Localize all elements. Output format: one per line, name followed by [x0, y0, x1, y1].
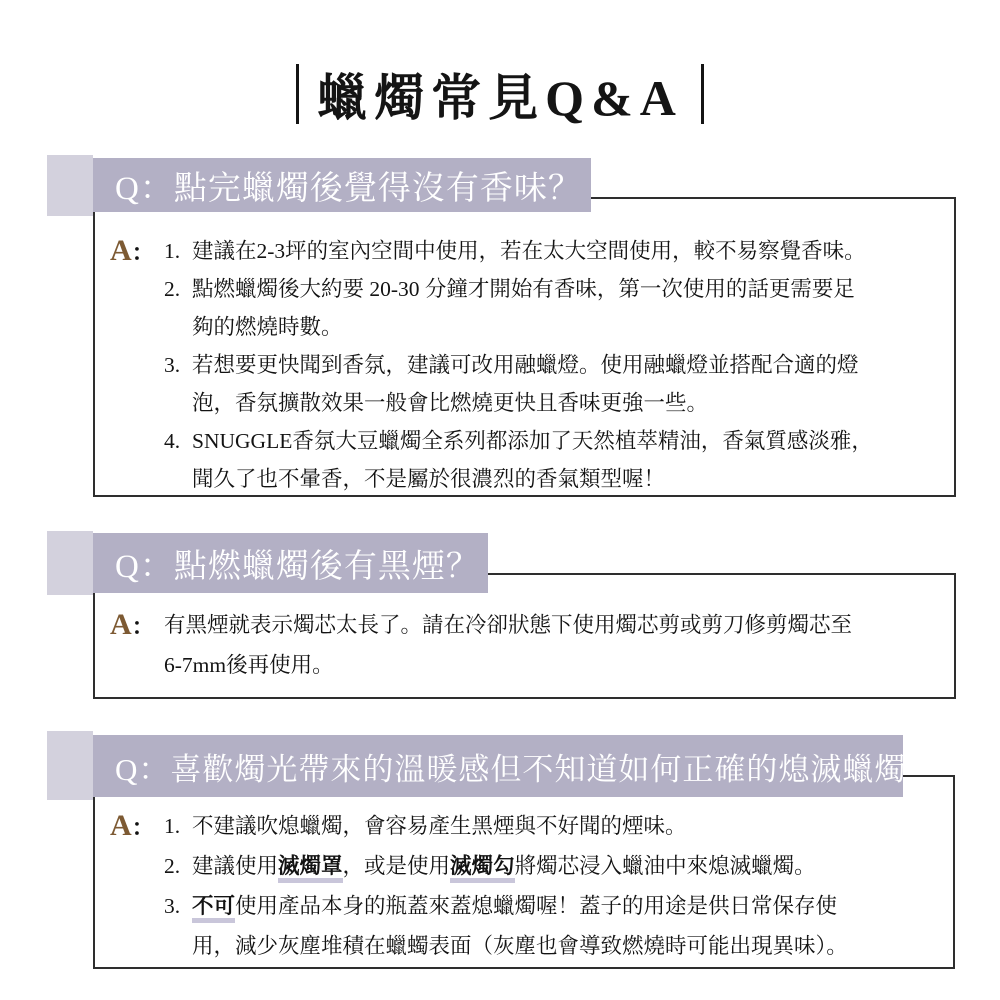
answer-line — [164, 422, 873, 460]
item-number: 2. — [164, 277, 181, 301]
answer-line — [164, 346, 873, 384]
section2-question-bar — [93, 533, 488, 593]
title-right-bar-decoration — [701, 64, 704, 124]
answer-a-letter: A — [110, 608, 132, 641]
answer-line: 有黑煙就表示燭芯太長了。請在冷卻狀態下使用燭芯剪或剪刀修剪燭芯至 — [164, 613, 853, 637]
title-left-bar-decoration — [296, 64, 299, 124]
answer-line — [164, 886, 848, 926]
section3-answer-content — [164, 806, 848, 966]
highlighted-term: 不可 — [192, 894, 235, 923]
section3-question-bar — [93, 735, 939, 797]
page-title-row — [0, 58, 1000, 130]
answer-text: 點燃蠟燭後大約要 20-30 分鐘才開始有香味，第一次使用的話更需要足 — [192, 277, 855, 301]
section3-question-text: Q：喜歡燭光帶來的溫暖感但不知道如何正確的熄滅蠟燭？ — [115, 751, 939, 787]
section3-accent-block — [47, 731, 93, 800]
highlighted-term: 滅燭勾 — [450, 854, 515, 883]
answer-text: SNUGGLE香氛大豆蠟燭全系列都添加了天然植萃精油，香氣質感淡雅， — [192, 429, 873, 453]
section3-answer — [110, 806, 939, 966]
highlighted-term: 滅燭罩 — [278, 854, 343, 883]
section1-question-bar — [93, 158, 591, 212]
section2-answer — [110, 605, 940, 685]
answer-text: 將燭芯浸入蠟油中來熄滅蠟燭。 — [514, 854, 816, 878]
answer-colon: ： — [131, 614, 155, 639]
section2-answer-content — [164, 605, 852, 685]
answer-marker — [110, 605, 164, 650]
answer-line — [164, 846, 848, 886]
answer-line — [164, 806, 848, 846]
answer-text: 若想要更快聞到香氛，建議可改用融蠟燈。使用融蠟燈並搭配合適的燈 — [192, 353, 859, 377]
answer-line — [164, 232, 873, 270]
section1-answer-box — [93, 197, 956, 497]
item-number: 3. — [164, 353, 181, 377]
section1-question-text: Q：點完蠟燭後覺得沒有香味？ — [115, 170, 582, 207]
answer-line: 6-7mm後再使用。 — [164, 653, 334, 677]
answer-line: 泡，香氛擴散效果一般會比燃燒更快且香味更強一些。 — [192, 391, 709, 415]
item-number: 4. — [164, 429, 181, 453]
section1-accent-block — [47, 155, 93, 216]
answer-a-letter: A — [110, 234, 132, 267]
item-number: 3. — [164, 894, 181, 918]
item-number: 1. — [164, 239, 181, 263]
answer-a-letter: A — [110, 809, 132, 842]
answer-text: 使用產品本身的瓶蓋來蓋熄蠟燭喔！蓋子的用途是供日常保存使 — [235, 894, 838, 918]
section2-accent-block — [47, 531, 93, 595]
answer-line: 夠的燃燒時數。 — [192, 315, 343, 339]
item-number: 1. — [164, 814, 181, 838]
answer-marker — [110, 806, 164, 851]
answer-line — [164, 270, 873, 308]
answer-line: 聞久了也不暈香，不是屬於很濃烈的香氣類型喔！ — [192, 467, 666, 491]
answer-text: 建議使用 — [192, 854, 279, 878]
answer-colon: ： — [131, 240, 155, 265]
section2-question-text: Q：點燃蠟燭後有黑煙？ — [115, 548, 480, 585]
answer-text: ，或是使用 — [342, 854, 451, 878]
page-title: 蠟燭常見Q&A — [317, 70, 683, 126]
answer-marker — [110, 232, 164, 275]
item-number: 2. — [164, 854, 181, 878]
section3-answer-box — [93, 775, 955, 969]
answer-text: 不建議吹熄蠟燭，會容易產生黑煙與不好聞的煙味。 — [192, 814, 687, 838]
section1-answer — [110, 232, 940, 497]
answer-text: 建議在2-3坪的室內空間中使用，若在太大空間使用，較不易察覺香味。 — [192, 239, 866, 263]
section1-answer-content — [164, 232, 873, 497]
answer-colon: ： — [131, 815, 155, 840]
answer-line: 用，減少灰塵堆積在蠟蠋表面（灰塵也會導致燃燒時可能出現異味）。 — [192, 934, 848, 958]
